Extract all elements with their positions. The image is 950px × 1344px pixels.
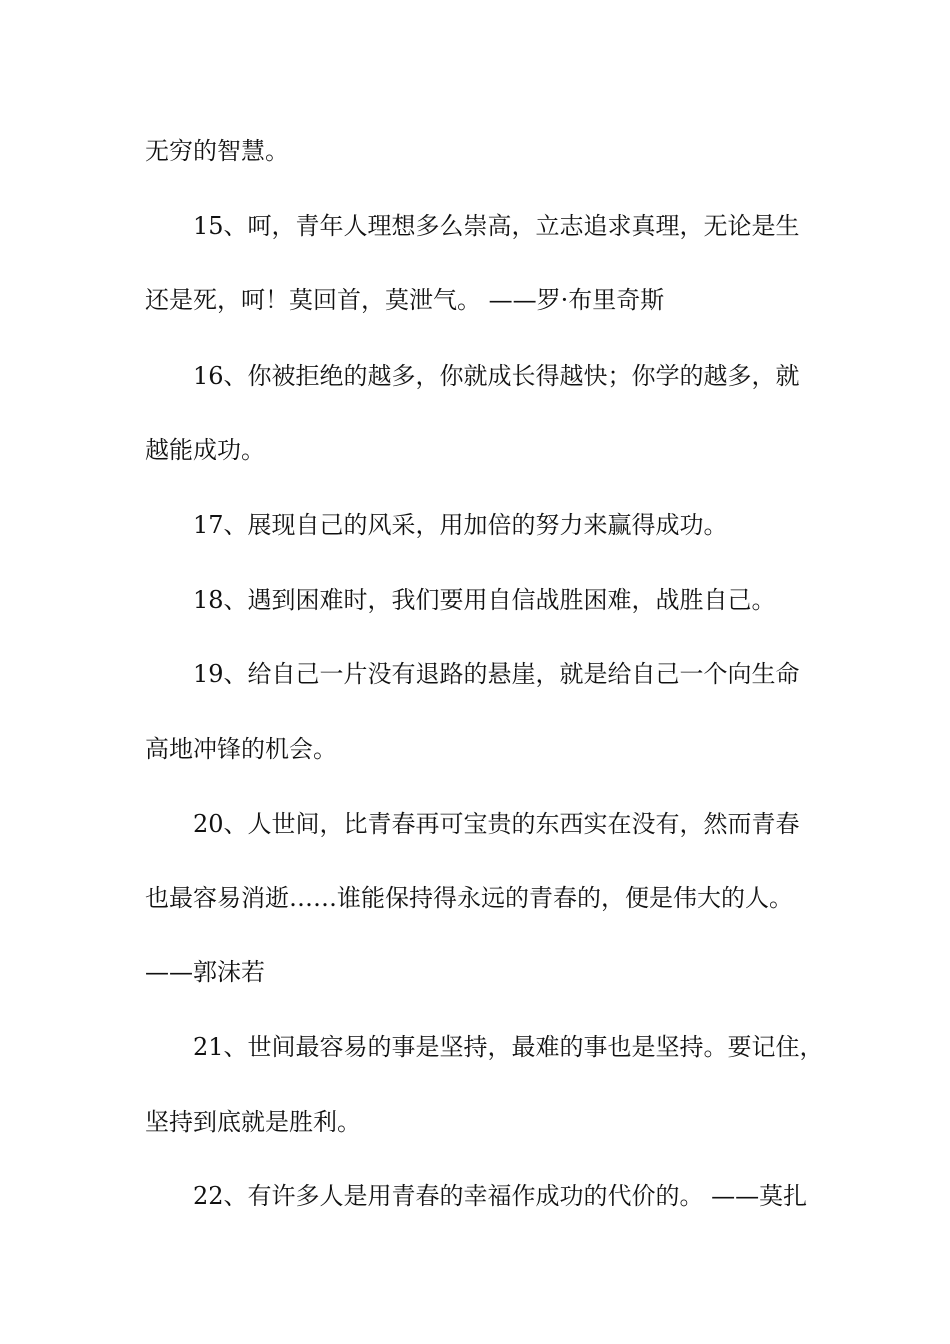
- quote-21-line-1: 21、世间最容易的事是坚持，最难的事也是坚持。要记住，: [193, 1033, 824, 1061]
- quote-15-line-1: 15、呵，青年人理想多么崇高，立志追求真理，无论是生: [193, 212, 800, 240]
- quote-20-line-2: 也最容易消逝……谁能保持得永远的青春的，便是伟大的人。: [145, 884, 793, 912]
- quote-18: 18、遇到困难时，我们要用自信战胜困难，战胜自己。: [193, 586, 776, 614]
- quote-16-line-2: 越能成功。: [145, 436, 265, 464]
- quote-19-line-1: 19、给自己一片没有退路的悬崖，就是给自己一个向生命: [193, 660, 800, 688]
- quote-15-line-2: 还是死，呵！莫回首，莫泄气。 ——罗·布里奇斯: [145, 286, 665, 314]
- quote-20-attribution: ——郭沫若: [145, 958, 265, 986]
- quote-22-line-1: 22、有许多人是用青春的幸福作成功的代价的。 ——莫扎: [193, 1182, 808, 1210]
- quote-17: 17、展现自己的风采，用加倍的努力来赢得成功。: [193, 511, 728, 539]
- quote-16-line-1: 16、你被拒绝的越多，你就成长得越快；你学的越多，就: [193, 362, 800, 390]
- quote-21-line-2: 坚持到底就是胜利。: [145, 1108, 361, 1136]
- quote-20-line-1: 20、人世间，比青春再可宝贵的东西实在没有，然而青春: [193, 810, 800, 838]
- text-line: 无穷的智慧。: [145, 137, 289, 165]
- quote-19-line-2: 高地冲锋的机会。: [145, 735, 337, 763]
